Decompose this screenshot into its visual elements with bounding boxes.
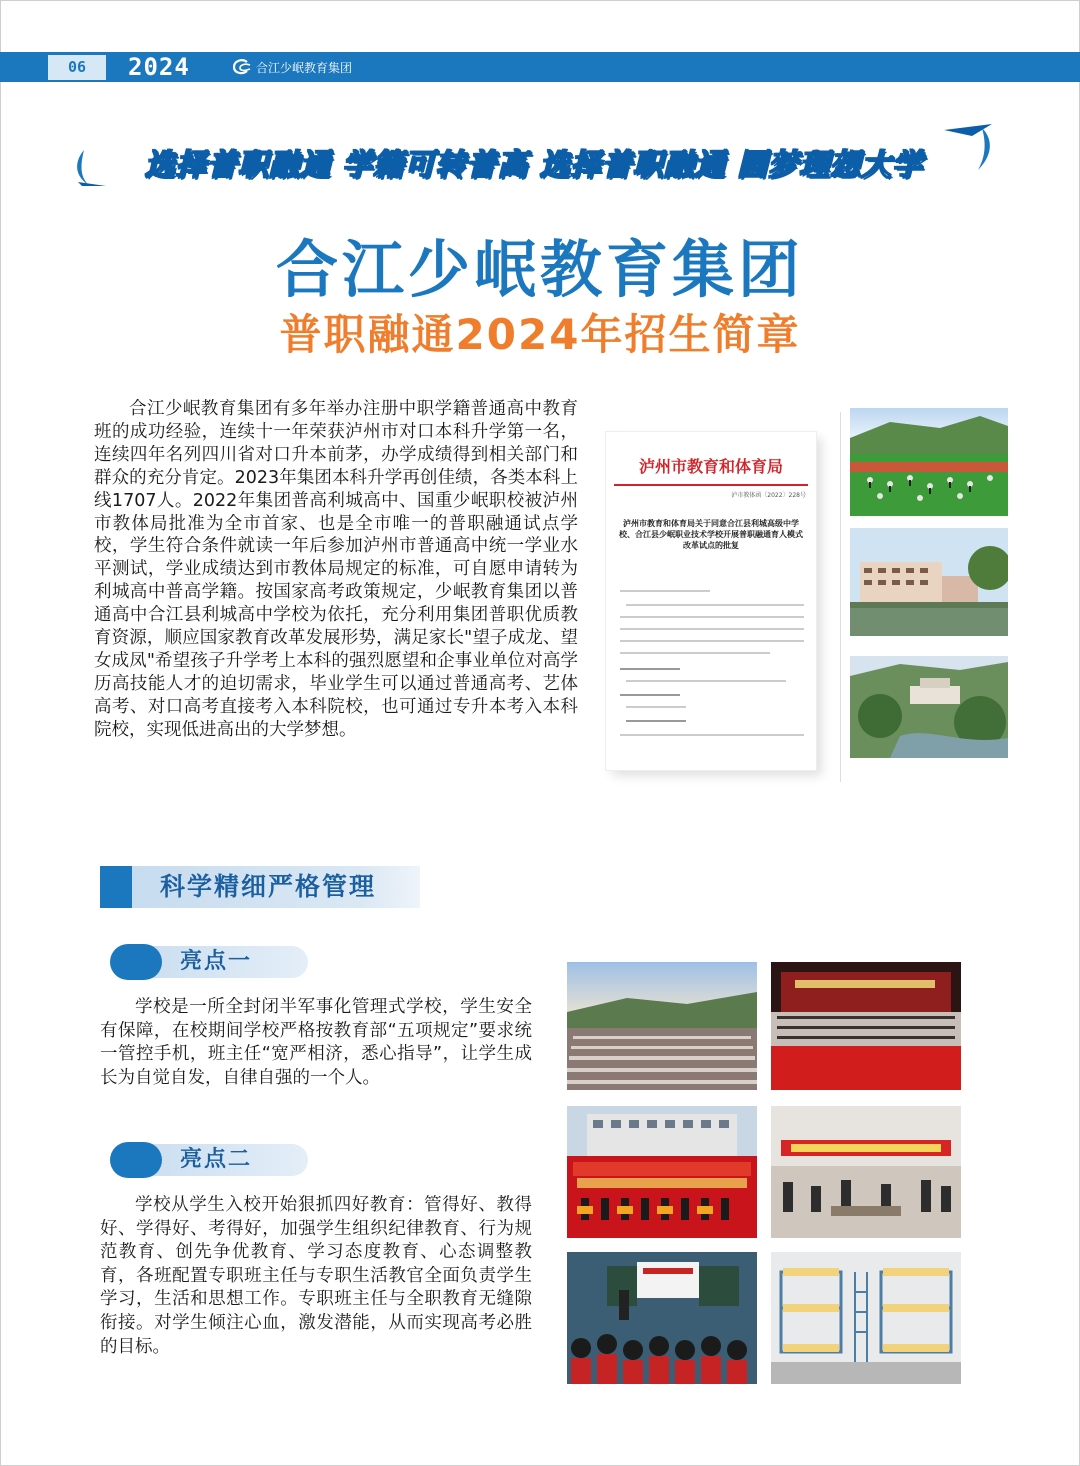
document-text-line [620, 734, 804, 736]
photo-campus-aerial [850, 656, 1008, 758]
document-agency: 泸州市教育和体育局 [638, 457, 783, 476]
section-heading: 科学精细严格管理 [160, 872, 377, 901]
highlight-one-label [108, 944, 308, 980]
intro-paragraph: 合江少岷教育集团有多年举办注册中职学籍普通高中教育班的成功经验，连续十一年荣获泸州市对口本科升学第一名，连续四年名列四川省对口升本前茅，办学成绩得到相关部门和群众的充分肯定。2023年集团本科升学再创佳绩，各类本科上线1707人。2022年集团普高利城高中、国重少岷职校被泸州市教体局批准为全市首家、也是全市唯一的普职融通试点学校，学生符合条件就读一年后参加泸州市普通高中统一学业水平测试，学业成绩达到市教体局规定的标准，可自愿申请转为利城高中普高学籍。按国家高考政策规定，少岷教育集团以普通高中合江县利城高中学校为依托，充分利用集团普职优质教育资源，顺应国家教育改革发展形势，满足家长"望子成龙、望女成凤"希望孩子升学考上本科的强烈愿望和企事业单位对高学历高技能人才的迫切需求，毕业学生可以通过普通高考、艺体高考、对口高考直接考入本科院校，也可通过专升本考入本科院校，实现低进高出的大学梦想。 [94, 399, 578, 740]
section-header-bar [100, 866, 132, 908]
header-brand [232, 52, 352, 82]
highlight-dot [110, 944, 162, 980]
slogan-banner [70, 122, 1000, 192]
document-number: 泸市教体函〔2022〕228号 [731, 492, 806, 499]
photo-award-stage [567, 1106, 757, 1238]
brand-name: 合江少岷教育集团 [256, 60, 353, 75]
main-title: 合江少岷教育集团 [275, 233, 804, 306]
document-text-line [620, 628, 804, 630]
document-text-line [626, 706, 686, 708]
divider [840, 412, 841, 782]
document-title: 泸州市教育和体育局关于同意合江县利城高级中学校、合江县少岷职业技术学校开展普职融通育人模式改革试点的批复 [619, 518, 803, 550]
highlight-two-text: 学校从学生入校开始狠抓四好教育：管得好、教得好、学得好、考得好，加强学生组织纪律教育、行为规范教育、创先争优教育、学习态度教育、心态调整教育，各班配置专职班主任与专职生活教官全面负责学生学习，生活和思想工作。专职班主任与全职教育无缝隙衔接。对学生倾注心血，激发潜能，从而实现高考必胜的目标。 [100, 1195, 532, 1357]
photo-classroom [567, 1252, 757, 1384]
document-text-line [626, 720, 686, 722]
document-red-rule [614, 484, 808, 486]
highlight-two-label [108, 1142, 308, 1178]
brand-logo-icon [232, 59, 252, 75]
page-number: 06 [48, 55, 106, 80]
document-text-line [620, 694, 680, 696]
official-document-image [606, 432, 816, 770]
document-text-line [626, 604, 804, 606]
document-text-line [620, 640, 804, 642]
section-header [100, 866, 420, 908]
document-text-line [620, 652, 770, 654]
photo-sports-field [850, 408, 1008, 516]
document-text-line [620, 616, 804, 618]
photo-assembly [567, 962, 757, 1090]
highlight-label-text: 亮点二 [180, 1147, 253, 1172]
photo-campus-building [850, 528, 1008, 636]
highlight-one-text: 学校是一所全封闭半军事化管理式学校，学生安全有保障，在校期间学校严格按教育部“五项规定”要求统一管控手机，班主任“宽严相济，悉心指导”，让学生成长为自觉自发，自律自强的一个人。 [100, 997, 532, 1088]
highlight-dot [110, 1142, 162, 1178]
document-text-line [626, 680, 786, 682]
slogan-text: 选择普职融通 学籍可转普高 选择普职融通 圆梦理想大学 [144, 148, 924, 183]
photo-dormitory [771, 1252, 961, 1384]
document-text-line [620, 590, 710, 592]
document-text-line [620, 668, 680, 670]
photo-meeting-hall [771, 1106, 961, 1238]
header-year: 2024 [128, 53, 190, 81]
highlight-label-text: 亮点一 [180, 949, 253, 974]
sub-title: 普职融通2024年招生简章 [279, 310, 801, 359]
photo-ceremony [771, 962, 961, 1090]
